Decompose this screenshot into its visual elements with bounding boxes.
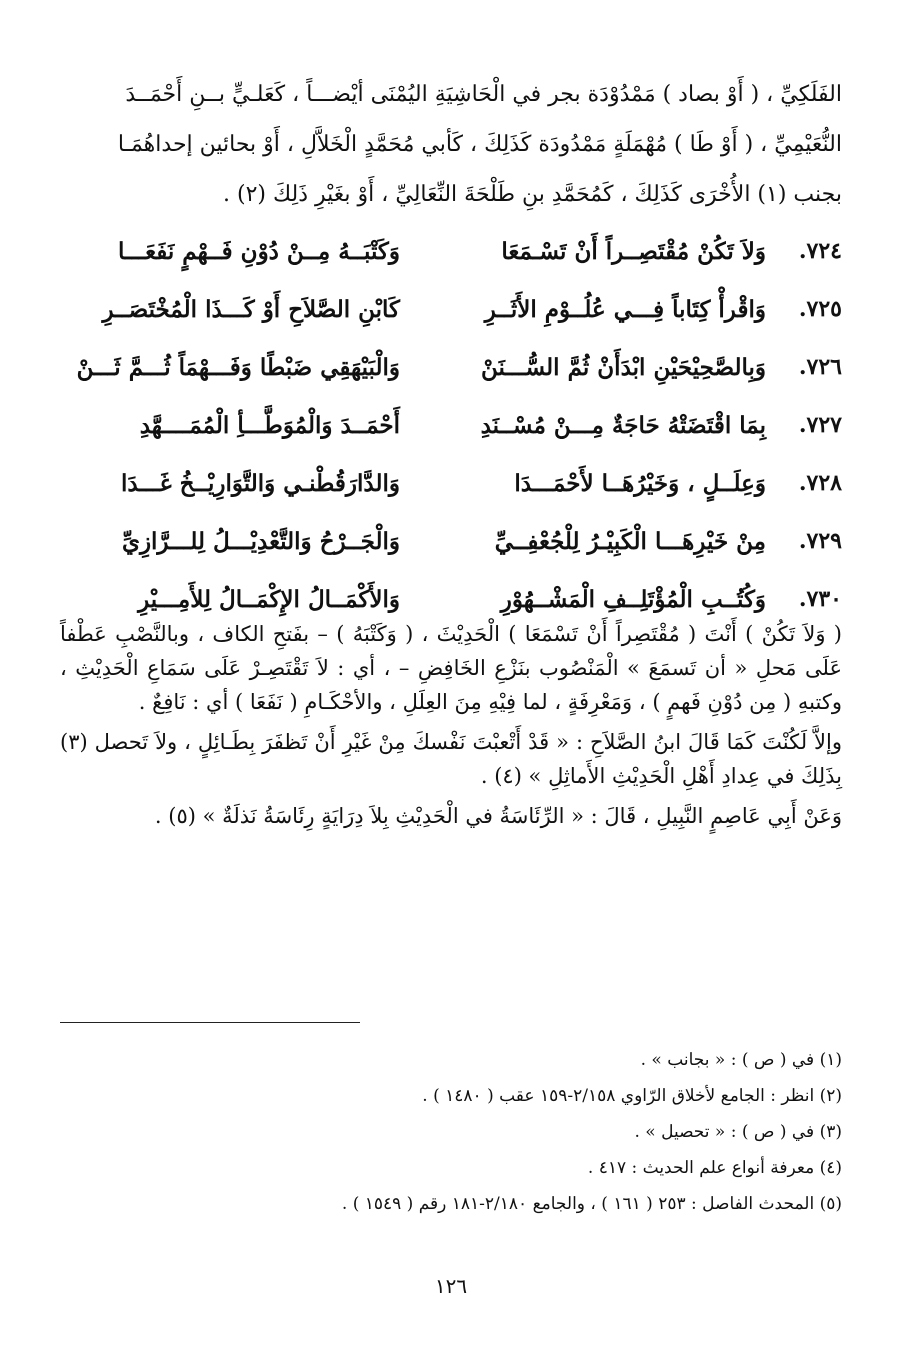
verse-second-hemistich: وَالْجَــرْحُ وَالتَّعْدِيْـــلُ لِلـــرَّازِيِّ bbox=[121, 528, 400, 555]
verse-first-hemistich: مِنْ خَيْرِهَـــا الْكَبِيْـرُ لِلْجُعْفِــيِّ bbox=[494, 528, 766, 555]
verse-line bbox=[60, 462, 842, 520]
footnote: (٢) انظر : الجامع لأخلاق الرّاوي ٢/١٥٨-١٥٩ عقب ( ١٤٨٠ ) . bbox=[422, 1086, 842, 1106]
verse-second-hemistich: كَابْنِ الصَّلاَحِ أَوْ كَـــذَا الْمُخْتَصَــرِ bbox=[102, 296, 400, 323]
commentary-paragraph: ( وَلاَ تَكُنْ ) أَنْتَ ( مُقْتَصِراً أَنْ تَسْمَعَا ) الْحَدِيْثَ ، ( وَكَتْبَهُ ) – بفَتحِ الكاف ، وبالنَّصْبِ عَطْفاً عَلَى مَحلِ « أن تَسمَعَ » الْمَنْصُوب بنَزْعِ الخَافِضِ – ، أي : لاَ تَقْتَصِـرْ عَلَى سَمَاعِ الْحَدِيْثِ ، وكتبهِ ( مِن دُوْنِ فَهمٍ ) ، وَمَعْرِفَةٍ ، لما فِيْهِ مِنَ العِلَلِ ، والأحْكَـامِ ( نَفَعَا ) أي : نَافِعٌ . bbox=[60, 622, 842, 714]
verse-block bbox=[60, 230, 842, 636]
commentary-paragraph: وَعَنْ أَبِي عَاصِمٍ النَّبِيلِ ، قَالَ : « الرِّئَاسَةُ في الْحَدِيْثِ بِلاَ دِرَايَةٍ رِئَاسَةُ نَذلَةٌ » (٥) . bbox=[154, 804, 842, 828]
footnote-divider bbox=[60, 1022, 360, 1023]
verse-line bbox=[60, 520, 842, 578]
verse-number: ٧٢٩. bbox=[798, 528, 842, 554]
verse-number: ٧٢٤. bbox=[798, 238, 842, 264]
commentary-paragraph: وإلاَّ لَكُنْتَ كَمَا قَالَ ابنُ الصَّلاَحِ : « قَدْ أَتْعبْتَ نَفْسكَ مِنْ غَيْرِ أَنْ تَظفَرَ بِطَـائِلٍ ، ولاَ تَحصل (٣) بِذَلِكَ في عِدادِ أَهْلِ الْحَدِيْثِ الأَماثِلِ » (٤) . bbox=[60, 730, 842, 788]
verse-line bbox=[60, 288, 842, 346]
footnote: (٥) المحدث الفاصل : ٢٥٣ ( ١٦١ ) ، والجامع ٢/١٨٠-١٨١ رقم ( ١٥٤٩ ) . bbox=[341, 1194, 842, 1214]
intro-line: الفَلَكِيِّ ، ( أَوْ بصاد ) مَمْدُوْدَة بجر في الْحَاشِيَةِ اليُمْنَى أيْضـــاً ، كَعَلـيٍّ بــنِ أَحْمَــدَ bbox=[125, 82, 842, 107]
page-number: ١٢٦ bbox=[434, 1274, 468, 1298]
intro-line: النُّعَيْمِيِّ ، ( أَوْ طَا ) مُهْمَلَةٍ مَمْدُودَة كَذَلِكَ ، كَأبي مُحَمَّدٍ الْخَلاَّلِ ، أَوْ بحائين إحداهُمَـا bbox=[117, 132, 842, 157]
verse-first-hemistich: وَاقْرأْ كِتَاباً فِـــي عُلُــوْمِ الأَثَــرِ bbox=[484, 296, 766, 323]
verse-first-hemistich: وَبِالصَّحِيْحَيْنِ ابْدَأَنْ ثُمَّ السُّـــنَنْ bbox=[480, 354, 766, 381]
verse-line bbox=[60, 346, 842, 404]
footnote: (٣) في ( ص ) : « تحصيل » . bbox=[634, 1122, 842, 1142]
verse-number: ٧٣٠. bbox=[798, 586, 842, 612]
footnote: (١) في ( ص ) : « بجانب » . bbox=[640, 1050, 842, 1070]
commentary bbox=[60, 617, 842, 839]
verse-second-hemistich: وَالدَّارَقُطْنـي وَالتَّوَارِيْــخُ غَـــدَا bbox=[120, 470, 400, 497]
verse-first-hemistich: بِمَا اقْتَضَتْهُ حَاجَةٌ مِـــنْ مُسْــنَدِ bbox=[480, 412, 766, 439]
verse-line bbox=[60, 230, 842, 288]
verse-first-hemistich: وَكُتُــبِ الْمُؤْتَلِــفِ الْمَشْــهُوْرِ bbox=[500, 586, 766, 613]
verse-first-hemistich: وَلاَ تَكُنْ مُقْتَصِــراً أَنْ تَسْـمَعَا bbox=[501, 238, 766, 265]
verse-line bbox=[60, 404, 842, 462]
verse-second-hemistich: وَكَتْبَــهُ مِــنْ دُوْنِ فَــهْمٍ نَفَعَـــا bbox=[117, 238, 400, 265]
verse-number: ٧٢٥. bbox=[798, 296, 842, 322]
verse-number: ٧٢٨. bbox=[798, 470, 842, 496]
footnotes bbox=[60, 1042, 842, 1222]
verse-second-hemistich: وَالأَكْمَــالُ الإِكْمَــالُ لِلأَمِـــيْرِ bbox=[138, 586, 400, 613]
book-page bbox=[60, 62, 842, 1332]
footnote: (٤) معرفة أنواع علم الحديث : ٤١٧ . bbox=[587, 1158, 842, 1178]
verse-second-hemistich: وَالْبَيْهَقِي ضَبْطًا وَفَـــهْمَاً ثُـــمَّ ثَـــنْ bbox=[76, 354, 400, 381]
verse-second-hemistich: أَحْمَــدَ وَالْمُوَطَّـــأِ الْمُمَــــهَّدِ bbox=[139, 412, 400, 439]
intro-line: بجنب (١) الأُخْرَى كَذَلِكَ ، كَمُحَمَّدِ بنِ طَلْحَةَ النِّعَالِيِّ ، أَوْ بغَيْرِ ذَلِكَ (٢) . bbox=[223, 182, 842, 207]
verse-first-hemistich: وَعِلَــلٍ ، وَخَيْرُهَــا لأَحْمَـــدَا bbox=[514, 470, 766, 497]
verse-number: ٧٢٦. bbox=[798, 354, 842, 380]
verse-number: ٧٢٧. bbox=[798, 412, 842, 438]
